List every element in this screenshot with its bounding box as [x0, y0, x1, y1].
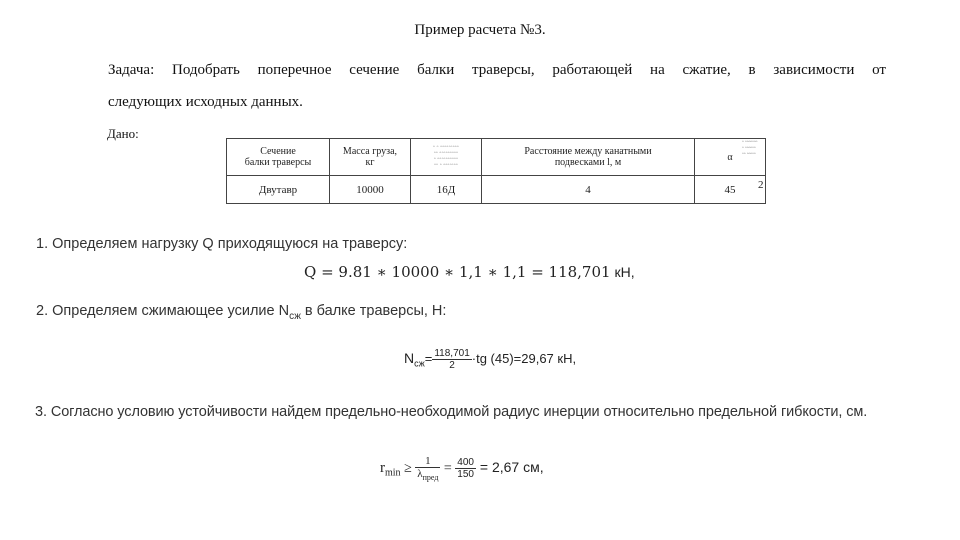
formula-r-symbol: r [380, 459, 385, 476]
table-header-cell-image [411, 139, 482, 176]
fraction-denominator [415, 468, 440, 482]
step-2-subscript: сж [289, 310, 301, 322]
step-2-prefix: 2. Определяем сжимающее усилие N [36, 303, 290, 319]
header-line: Расстояние между канатными [524, 146, 652, 157]
header-line: Сечение [260, 146, 296, 157]
table-cell: Двутавр [227, 176, 330, 204]
fraction-numerator: 400 [457, 457, 474, 469]
fraction-denominator: 2 [449, 360, 455, 371]
formula-q-unit: кН, [610, 264, 635, 280]
table-row [227, 176, 766, 204]
formula-n-symbol: N [404, 349, 415, 366]
formula-equals: = [424, 350, 433, 366]
header-line: α [727, 151, 733, 163]
header-line: подвесками l, м [554, 157, 622, 168]
formula-tg-result: ·tg (45)=29,67 кН, [471, 350, 577, 366]
fraction-numerator: 1 [415, 455, 440, 468]
header-line: кг [365, 157, 375, 168]
fraction-numerator: 118,701 [434, 348, 470, 359]
formula-q-expression: Q = 9.81 ∗ 10000 ∗ 1,1 ∗ 1,1 = 118,701 [304, 263, 611, 281]
given-data-table [226, 138, 766, 204]
task-statement-line2: следующих исходных данных. [108, 94, 303, 110]
table-cell: 10000 [330, 176, 411, 204]
header-line: балки траверсы [244, 157, 312, 168]
table-cell: 4 [482, 176, 695, 204]
table-header-cell [227, 139, 330, 176]
formula-r-subscript: min [385, 467, 401, 479]
fraction-denominator: 150 [457, 469, 474, 481]
table-extra-value: 2 [758, 179, 764, 191]
lambda-symbol: λ [417, 468, 423, 480]
table-header-row [227, 139, 766, 176]
header-line: Масса груза, [342, 146, 398, 157]
formula-fraction-lambda [415, 455, 440, 482]
table-header-cell [482, 139, 695, 176]
step-1-text: 1. Определяем нагрузку Q приходящуюся на траверсу: [36, 236, 408, 252]
formula-n-subscript: сж [414, 358, 425, 369]
formula-load-q [304, 263, 635, 281]
task-statement-line1: Задача: Подобрать поперечное сечение балки траверсы, работающей на сжатие, в зависимости от [108, 62, 886, 78]
formula-radius-result: = 2,67 см, [475, 458, 544, 475]
table-header-cell [330, 139, 411, 176]
embedded-formula-image: ▫ ▫▫▫▫▫▫▫ ▫ ▫▫▫▫▫▫ ▫▫ ▫▫▫▫▫ [742, 140, 758, 157]
formula-fraction-numbers [455, 457, 476, 480]
formula-ge: ≥ [400, 460, 416, 476]
table-cell: 16Д [411, 176, 482, 204]
given-label: Дано: [107, 126, 139, 141]
embedded-formula-image: ▫ ▫ ▫▫▫▫▫▫▫▫▫ ▫▫ ▫▫▫▫▫▫▫▫▫ ▫ ▫▫▫▫▫▫▫▫▫▫ ▫▫ ▫ ▫▫▫▫▫▫▫ [433, 145, 459, 168]
lambda-subscript: пред [422, 473, 439, 483]
page-title: Пример расчета №3. [414, 22, 546, 38]
formula-fraction [432, 348, 471, 371]
formula-radius-inertia [380, 455, 544, 491]
table-cell: 45 [695, 176, 766, 204]
step-2-suffix: в балке траверсы, Н: [300, 303, 447, 319]
step-3-text: 3. Согласно условию устойчивости найдем предельно-необходимой радиус инерции относительно предельной гибкости, см. [35, 404, 868, 420]
formula-equals: = [440, 460, 456, 476]
formula-compression-force [404, 348, 576, 382]
step-2-text [36, 303, 446, 322]
